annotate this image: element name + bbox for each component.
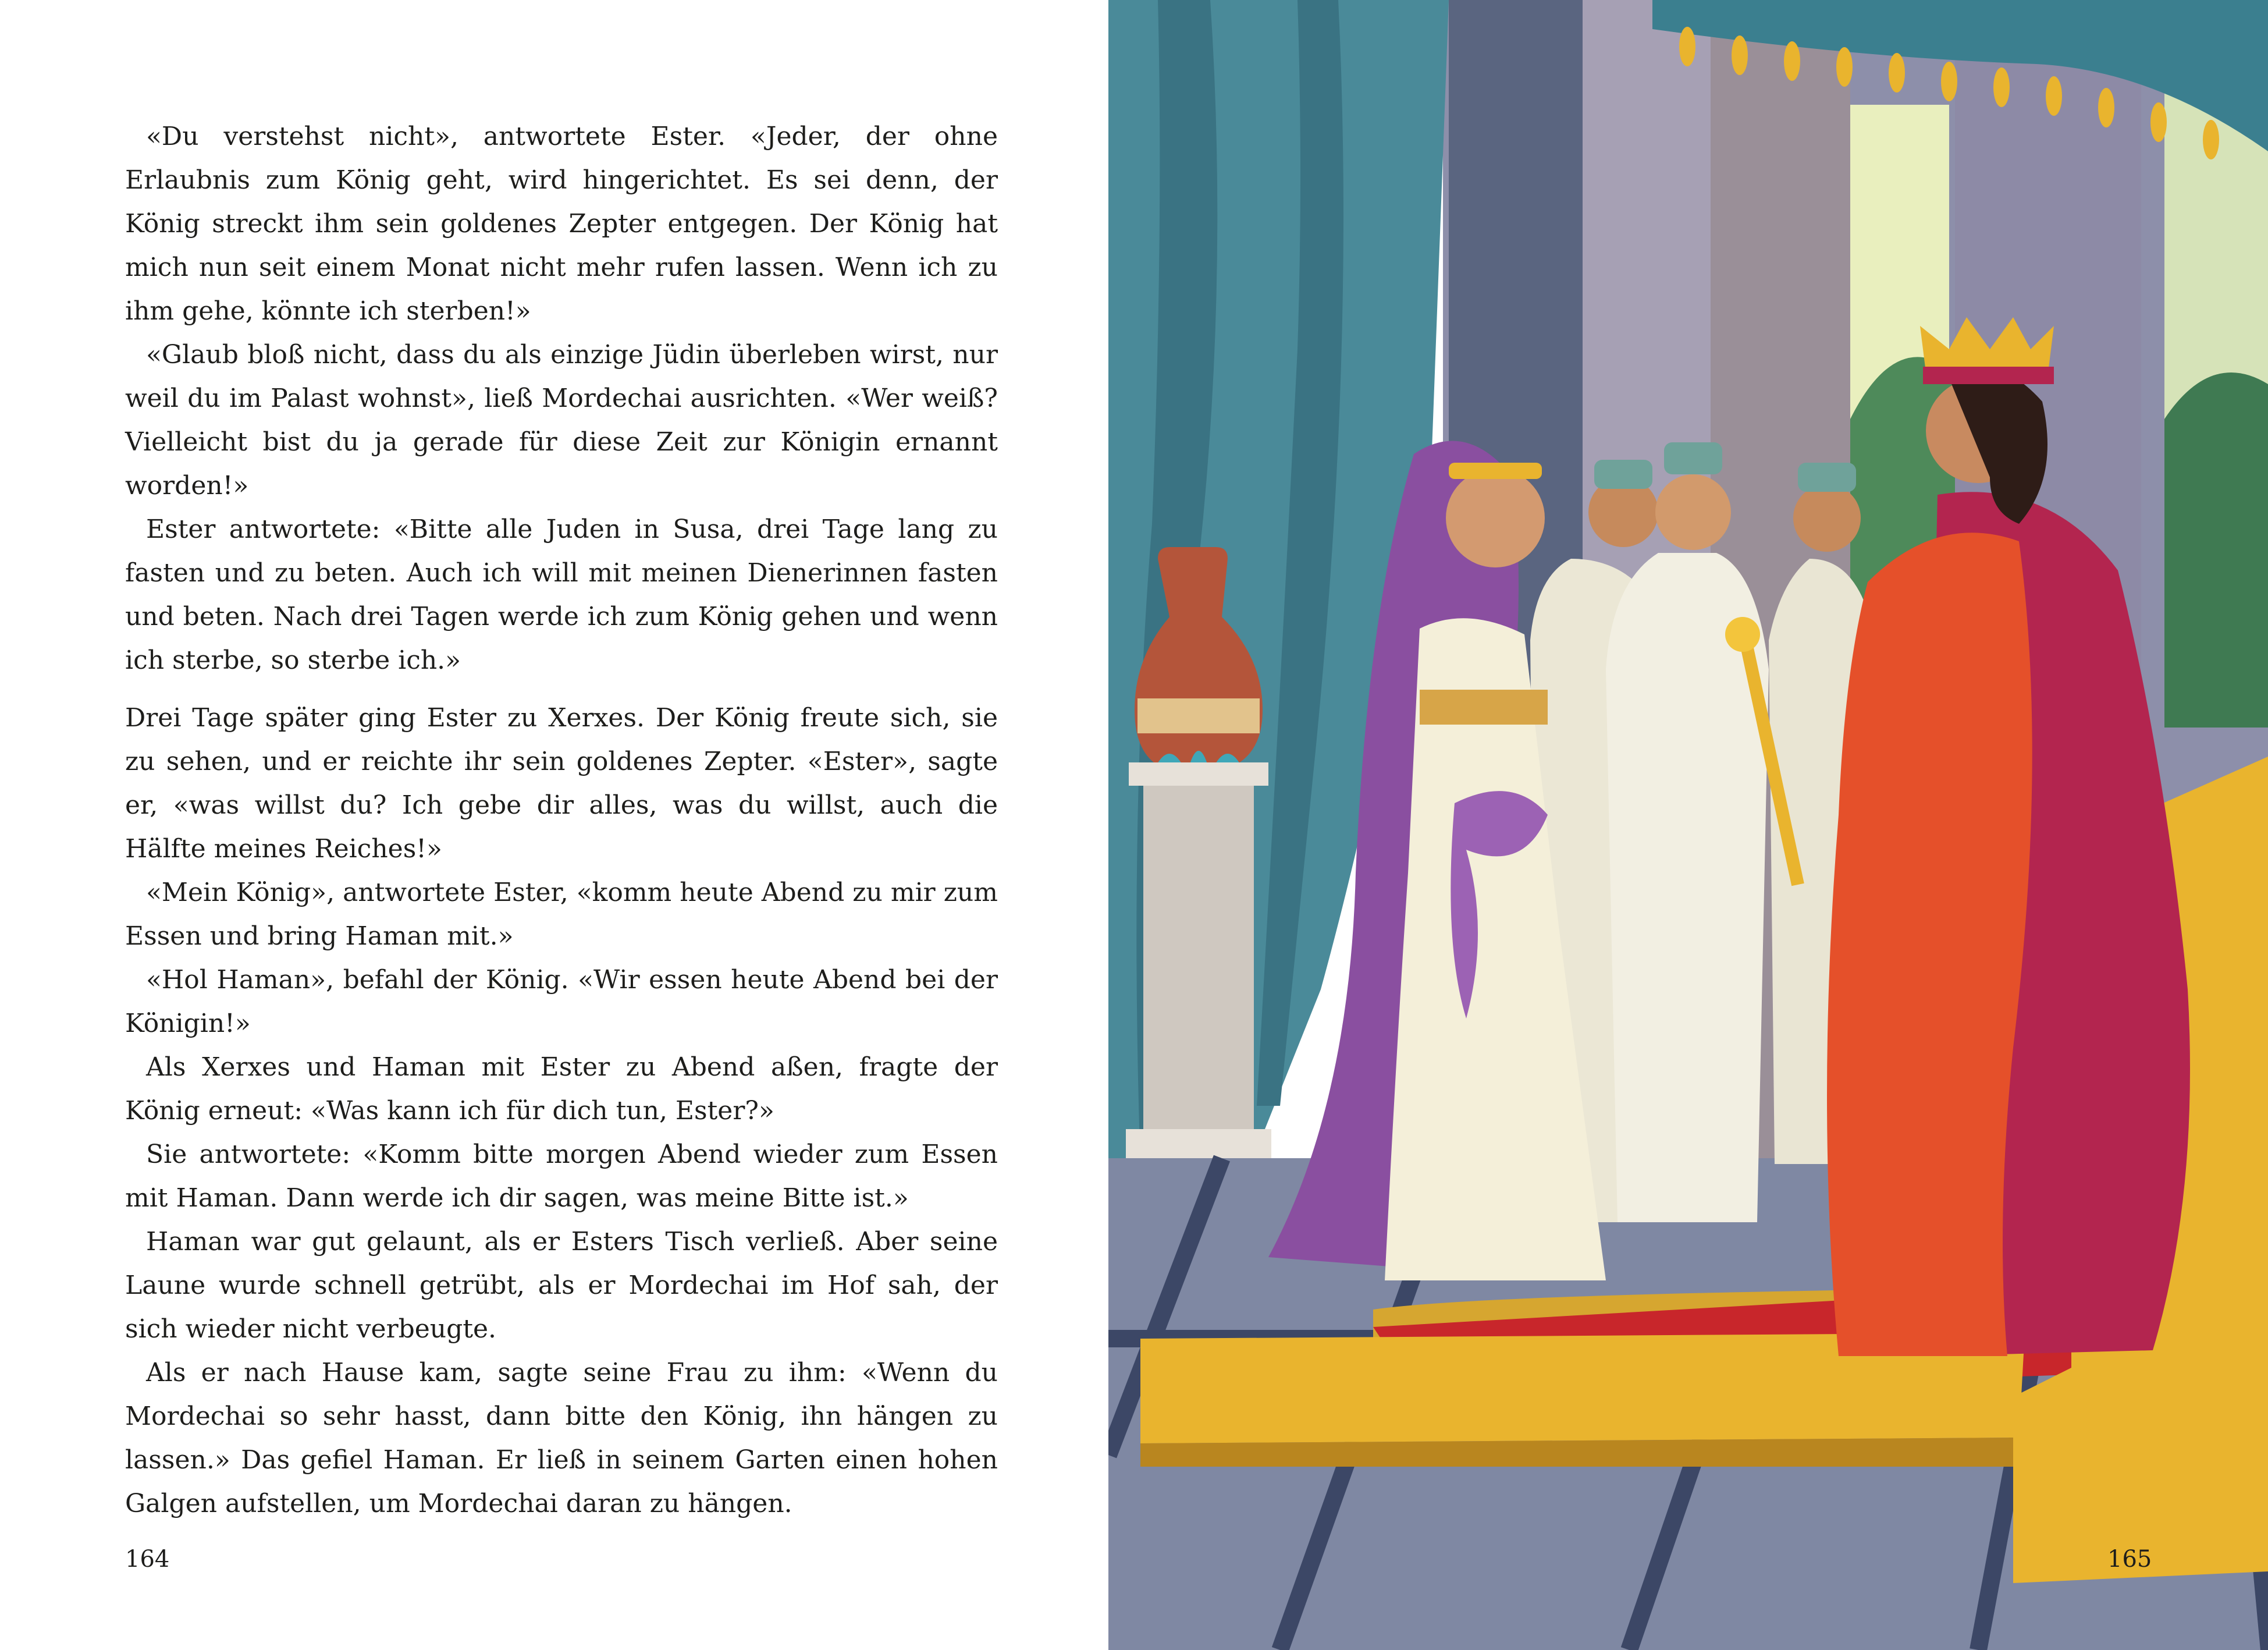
foliage-right (2164, 372, 2268, 728)
courtier-hat (1664, 442, 1722, 474)
paragraph: Sie antwortete: «Komm bitte morgen Abend wieder zum Essen mit Haman. Dann werde ich dir sagen, was meine Bitte ist.» (125, 1140, 998, 1213)
paragraph: Haman war gut gelaunt, als er Esters Tisch verließ. Aber seine Laune wurde schnell getrübt, als er Mordechai im Hof sah, der sich wieder nicht verbeugte. (125, 1227, 998, 1344)
pedestal-base (1126, 1129, 1271, 1158)
paragraph: «Du verstehst nicht», antwortete Ester. «Jeder, der ohne Erlaubnis zum König geht, wird hingerichtet. Es sei denn, der König streckt ihm sein goldenes Zepter entgegen. Der König hat mich nun seit einem Monat nicht mehr rufen lassen. Wenn ich zu ihm gehe, könnte ich sterben!» (125, 122, 998, 326)
ester-sash (1420, 690, 1548, 725)
pedestal (1143, 786, 1254, 1135)
story-text (125, 115, 998, 1525)
paragraph: Als Xerxes und Haman mit Ester zu Abend aßen, fragte der König erneut: «Was kann ich für dich tun, Ester?» (125, 1052, 998, 1126)
paragraph: «Mein König», antwortete Ester, «komm heute Abend zu mir zum Essen und bring Haman mit.» (125, 878, 998, 951)
ester-headband (1449, 463, 1542, 479)
palace-illustration (1108, 0, 2268, 1650)
king-crown-band (1923, 367, 2054, 384)
paragraph: «Glaub bloß nicht, dass du als einzige Jüdin überleben wirst, nur weil du im Palast wohnst», ließ Mordechai ausrichten. «Wer weiß? Vielleicht bist du ja gerade für diese Zeit zur Königin ernannt worden!» (125, 340, 998, 501)
vase-band (1137, 698, 1260, 733)
paragraph: «Hol Haman», befahl der König. «Wir essen heute Abend bei der Königin!» (125, 965, 998, 1038)
pedestal-top (1129, 762, 1268, 786)
courtier-head (1655, 474, 1731, 550)
courtier-hat (1798, 463, 1856, 492)
scepter-head (1725, 617, 1760, 652)
paragraph: Als er nach Hause kam, sagte seine Frau zu ihm: «Wenn du Mordechai so sehr hasst, dann bitte den König, ihn hängen zu lassen.» Das gefiel Haman. Er ließ in seinem Garten einen hohen Galgen aufstellen, um Mordechai daran zu hängen. (125, 1358, 998, 1518)
ester-head (1446, 469, 1545, 567)
paragraph: Ester antwortete: «Bitte alle Juden in Susa, drei Tage lang zu fasten und zu beten. Auch ich will mit meinen Dienerinnen fasten und beten. Nach drei Tagen werde ich zum König gehen und wenn ich sterbe, so sterbe ich.» (125, 514, 998, 675)
left-page (0, 0, 1126, 1650)
page-number-left: 164 (125, 1546, 170, 1573)
courtier-hat (1594, 460, 1652, 489)
courtier-head (1793, 484, 1861, 552)
page-number-right: 165 (2107, 1546, 2152, 1573)
king-robe (1827, 533, 2032, 1356)
paragraph: Drei Tage später ging Ester zu Xerxes. Der König freute sich, sie zu sehen, und er reichte ihr sein goldenes Zepter. «Ester», sagte er, «was willst du? Ich gebe dir alles, was du willst, auch die Hälfte meines Reiches!» (125, 703, 998, 864)
